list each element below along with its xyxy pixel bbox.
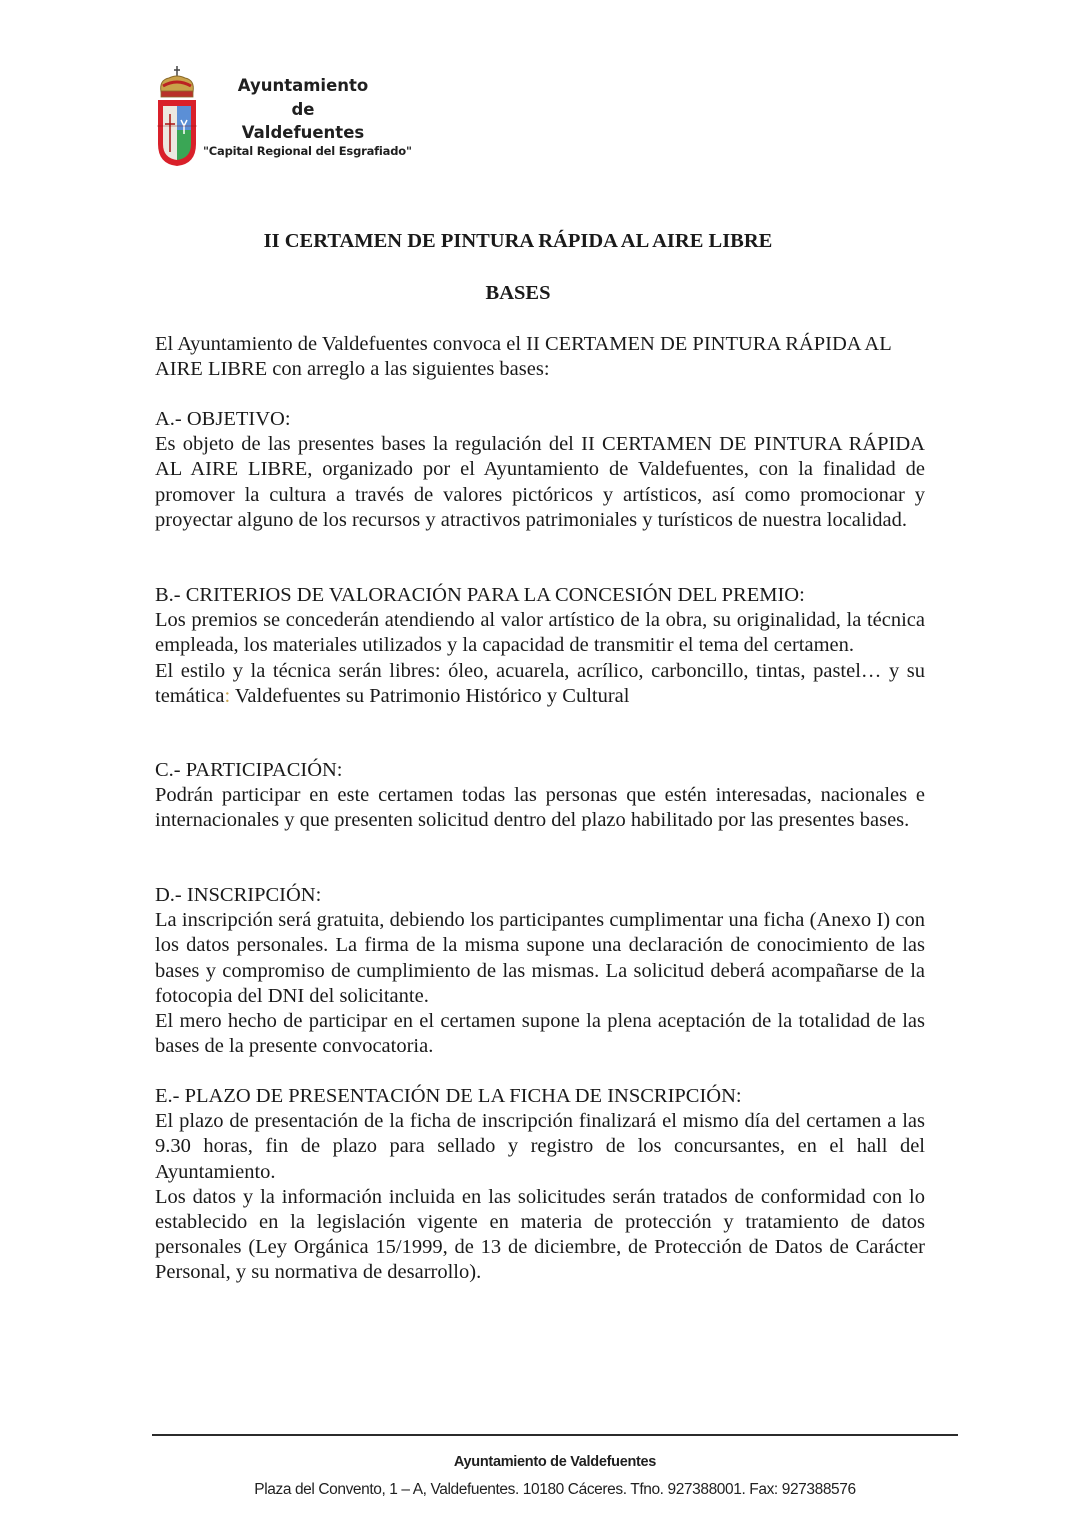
letterhead xyxy=(155,64,455,174)
section-heading: E.- PLAZO DE PRESENTACIÓN DE LA FICHA DE INSCRIPCIÓN: xyxy=(155,1085,742,1107)
motto: "Capital Regional del Esgrafiado" xyxy=(203,144,412,158)
org-line-2: de xyxy=(291,99,315,119)
document-subtitle: BASES xyxy=(485,282,551,304)
coat-of-arms-icon xyxy=(155,64,199,168)
org-line-3: Valdefuentes xyxy=(241,123,365,142)
section-plazo xyxy=(155,1084,925,1286)
section-paragraph: La inscripción será gratuita, debiendo los participantes cumplimentar una ficha (Anexo I) con los datos personales. La firma de la misma supone una declaración de conocimiento de las bases y compromiso de cumplimiento de las mismas. La solicitud deberá acompañarse de la fotocopia del DNI del solicitante. xyxy=(155,909,925,1007)
organization-name xyxy=(213,74,393,145)
footer-address: Plaza del Convento, 1 – A, Valdefuentes. 10180 Cáceres. Tfno. 927388001. Fax: 927388576 xyxy=(254,1481,856,1498)
section-heading: C.- PARTICIPACIÓN: xyxy=(155,759,343,781)
org-line-1: Ayuntamiento xyxy=(237,76,369,95)
footer-divider xyxy=(152,1434,958,1436)
document-title: II CERTAMEN DE PINTURA RÁPIDA AL AIRE LIBRE xyxy=(263,230,773,252)
section-heading: A.- OBJETIVO: xyxy=(155,408,291,430)
section-paragraph: Es objeto de las presentes bases la regulación del II CERTAMEN DE PINTURA RÁPIDA AL AIRE LIBRE, organizado por el Ayuntamiento de Valdefuentes, con la finalidad de promover la cultura a través de valores pictóricos y artísticos, así como promocionar y proyectar alguno de los recursos y atractivos patrimoniales y turísticos de nuestra localidad. xyxy=(155,433,925,531)
section-participacion xyxy=(155,758,925,834)
section-objetivo xyxy=(155,407,925,533)
footer-organization: Ayuntamiento de Valdefuentes xyxy=(453,1454,657,1470)
section-paragraph-theme xyxy=(155,659,925,709)
theme-text: Valdefuentes su Patrimonio Histórico y Cultural xyxy=(230,684,630,707)
section-paragraph: El mero hecho de participar en el certamen supone la plena aceptación de la totalidad de las bases de la presente convocatoria. xyxy=(155,1010,925,1058)
intro-paragraph: El Ayuntamiento de Valdefuentes convoca el II CERTAMEN DE PINTURA RÁPIDA AL AIRE LIBRE con arreglo a las siguientes bases: xyxy=(155,333,891,381)
section-paragraph: Los premios se concederán atendiendo al valor artístico de la obra, su originalidad, la técnica empleada, los materiales utilizados y la capacidad de transmitir el tema del certamen. xyxy=(155,609,925,657)
section-paragraph: Podrán participar en este certamen todas las personas que estén interesadas, nacionales e internacionales y que presenten solicitud dentro del plazo habilitado por las presentes bases. xyxy=(155,784,925,832)
style-text: El estilo y la técnica serán libres: óleo, acuarela, acrílico, carboncillo, tintas, pastel… y su temática xyxy=(155,659,925,707)
section-heading: D.- INSCRIPCIÓN: xyxy=(155,884,322,906)
theme-colon: : xyxy=(224,684,231,707)
section-inscripcion xyxy=(155,883,925,1059)
section-paragraph: Los datos y la información incluida en las solicitudes serán tratados de conformidad con lo establecido en la legislación vigente en materia de protección y tratamiento de datos personales (Ley Orgánica 15/1999, de 13 de diciembre, de Protección de Datos de Carácter Personal, y su normativa de desarrollo). xyxy=(155,1185,925,1284)
section-heading: B.- CRITERIOS DE VALORACIÓN PARA LA CONCESIÓN DEL PREMIO: xyxy=(155,584,805,606)
section-criterios xyxy=(155,583,925,709)
section-paragraph: El plazo de presentación de la ficha de inscripción finalizará el mismo día del certamen a las 9.30 horas, fin de plazo para sellado y registro de los concursantes, en el hall del Ayuntamiento. xyxy=(155,1110,925,1183)
